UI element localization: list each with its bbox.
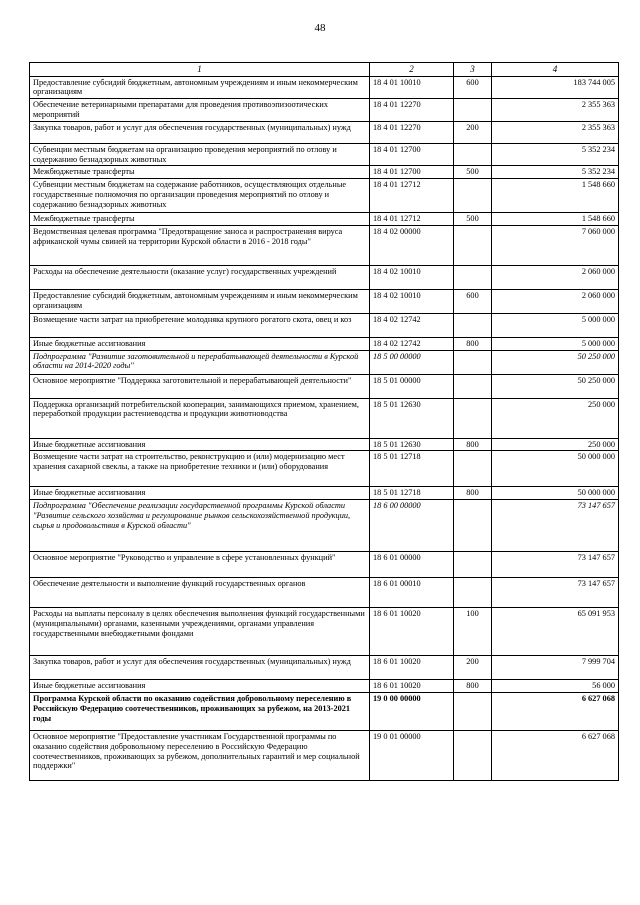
row-expense-type [454, 398, 492, 438]
row-name: Предоставление субсидий бюджетным, автономным учреждениям и иным некоммерческим организациям [30, 289, 370, 313]
row-name: Закупка товаров, работ и услуг для обеспечения государственных (муниципальных) нужд [30, 656, 370, 680]
row-amount: 73 147 657 [492, 578, 619, 608]
row-amount: 65 091 953 [492, 608, 619, 656]
row-code: 19 0 01 00000 [370, 730, 454, 780]
row-expense-type [454, 730, 492, 780]
row-expense-type [454, 225, 492, 265]
row-amount: 7 999 704 [492, 656, 619, 680]
row-expense-type [454, 451, 492, 487]
row-code: 18 4 01 12712 [370, 213, 454, 226]
row-name: Подпрограмма "Развитие заготовительной и перерабатывающей деятельности в Курской области на 2014-2020 годы" [30, 350, 370, 374]
row-code: 18 5 01 12718 [370, 487, 454, 500]
row-amount: 6 627 068 [492, 730, 619, 780]
row-code: 18 4 01 12700 [370, 143, 454, 166]
row-name: Подпрограмма "Обеспечение реализации государственной программы Курской области "Развитие сельского хозяйства и регулирование рынков сельскохозяйственной продукции, сырья и продовольствия в Курской области" [30, 500, 370, 552]
row-name: Обеспечение деятельности и выполнение функций государственных органов [30, 578, 370, 608]
header-row [30, 63, 619, 77]
row-name: Возмещение части затрат на приобретение молодняка крупного рогатого скота, овец и коз [30, 313, 370, 337]
table-row [30, 99, 619, 122]
row-expense-type [454, 692, 492, 730]
table-row [30, 500, 619, 552]
row-code: 18 4 02 10010 [370, 265, 454, 289]
row-code: 18 5 01 00000 [370, 374, 454, 398]
row-amount: 250 000 [492, 438, 619, 451]
row-code: 18 4 01 10010 [370, 76, 454, 99]
page-number: 48 [314, 22, 326, 34]
table-row [30, 179, 619, 213]
row-code: 18 6 01 00000 [370, 552, 454, 578]
row-code: 18 4 02 12742 [370, 337, 454, 350]
row-amount: 2 060 000 [492, 265, 619, 289]
row-expense-type [454, 265, 492, 289]
row-expense-type: 600 [454, 76, 492, 99]
row-amount: 5 000 000 [492, 337, 619, 350]
row-code: 19 0 00 00000 [370, 692, 454, 730]
header-col-2: 2 [370, 63, 454, 77]
table-row [30, 656, 619, 680]
row-code: 18 6 01 10020 [370, 680, 454, 693]
budget-table [29, 62, 619, 781]
row-code: 18 5 01 12718 [370, 451, 454, 487]
table-row [30, 313, 619, 337]
table-row [30, 680, 619, 693]
row-amount: 6 627 068 [492, 692, 619, 730]
row-name: Субвенции местным бюджетам на содержание работников, осуществляющих отдельные государственные полномочия по организации проведения мероприятий по отлову и содержанию безнадзорных животных [30, 179, 370, 213]
header-col-1: 1 [30, 63, 370, 77]
row-expense-type [454, 374, 492, 398]
row-amount: 56 000 [492, 680, 619, 693]
row-expense-type: 800 [454, 337, 492, 350]
row-name: Расходы на выплаты персоналу в целях обеспечения выполнения функций государственными (муниципальными) органами, казенными учреждениями, органами управления государственными внебюджетными фондами [30, 608, 370, 656]
row-name: Основное мероприятие "Предоставление участникам Государственной программы по оказанию содействия добровольному переселению в Российскую Федерацию соотечественников, проживающих за рубежом, дополнительных гарантий и мер социальной поддержки" [30, 730, 370, 780]
row-amount: 2 355 363 [492, 99, 619, 122]
row-expense-type [454, 500, 492, 552]
row-amount: 1 548 660 [492, 213, 619, 226]
row-amount: 50 000 000 [492, 451, 619, 487]
row-amount: 50 250 000 [492, 374, 619, 398]
row-name: Предоставление субсидий бюджетным, автономным учреждениям и иным некоммерческим организациям [30, 76, 370, 99]
row-code: 18 6 01 00010 [370, 578, 454, 608]
row-code: 18 4 02 12742 [370, 313, 454, 337]
table-row [30, 289, 619, 313]
row-code: 18 5 01 12630 [370, 398, 454, 438]
table-row [30, 143, 619, 166]
row-expense-type: 800 [454, 438, 492, 451]
row-amount: 50 250 000 [492, 350, 619, 374]
row-name: Иные бюджетные ассигнования [30, 680, 370, 693]
row-code: 18 6 01 10020 [370, 608, 454, 656]
row-expense-type [454, 578, 492, 608]
row-expense-type: 800 [454, 680, 492, 693]
row-name: Закупка товаров, работ и услуг для обеспечения государственных (муниципальных) нужд [30, 121, 370, 143]
row-expense-type [454, 99, 492, 122]
row-expense-type: 800 [454, 487, 492, 500]
table-row [30, 225, 619, 265]
row-amount: 73 147 657 [492, 500, 619, 552]
row-name: Иные бюджетные ассигнования [30, 337, 370, 350]
table-row [30, 692, 619, 730]
row-name: Поддержка организаций потребительской кооперации, занимающихся приемом, хранением, переработкой продукции растениеводства и продукции животноводства [30, 398, 370, 438]
row-code: 18 4 01 12700 [370, 166, 454, 179]
row-name: Межбюджетные трансферты [30, 166, 370, 179]
row-name: Иные бюджетные ассигнования [30, 487, 370, 500]
row-expense-type [454, 179, 492, 213]
table-row [30, 552, 619, 578]
header-col-4: 4 [492, 63, 619, 77]
row-amount: 7 060 000 [492, 225, 619, 265]
row-expense-type [454, 143, 492, 166]
table-row [30, 337, 619, 350]
table-row [30, 265, 619, 289]
row-expense-type: 500 [454, 213, 492, 226]
row-name: Программа Курской области по оказанию содействия добровольному переселению в Российскую Федерацию соотечественников, проживающих за рубежом, на 2013-2021 годы [30, 692, 370, 730]
row-expense-type: 500 [454, 166, 492, 179]
table-row [30, 166, 619, 179]
row-name: Основное мероприятие "Поддержка заготовительной и перерабатывающей деятельности" [30, 374, 370, 398]
row-expense-type: 200 [454, 656, 492, 680]
row-name: Межбюджетные трансферты [30, 213, 370, 226]
row-amount: 5 352 234 [492, 143, 619, 166]
row-name: Возмещение части затрат на строительство, реконструкцию и (или) модернизацию мест хранения сахарной свеклы, а также на приобретение техники и (или) оборудования [30, 451, 370, 487]
row-code: 18 6 01 10020 [370, 656, 454, 680]
table-row [30, 121, 619, 143]
row-amount: 73 147 657 [492, 552, 619, 578]
table-row [30, 608, 619, 656]
table-row [30, 578, 619, 608]
table-row [30, 350, 619, 374]
row-expense-type: 600 [454, 289, 492, 313]
row-name: Ведомственная целевая программа "Предотвращение заноса и распространения вируса африканской чумы свиней на территории Курской области в 2016 - 2018 годы" [30, 225, 370, 265]
row-code: 18 5 00 00000 [370, 350, 454, 374]
row-code: 18 4 02 00000 [370, 225, 454, 265]
table-row [30, 76, 619, 99]
row-code: 18 4 01 12270 [370, 99, 454, 122]
row-amount: 250 000 [492, 398, 619, 438]
row-code: 18 4 01 12712 [370, 179, 454, 213]
table-row [30, 438, 619, 451]
table-row [30, 374, 619, 398]
row-expense-type: 100 [454, 608, 492, 656]
table-row [30, 398, 619, 438]
row-amount: 2 355 363 [492, 121, 619, 143]
row-code: 18 4 02 10010 [370, 289, 454, 313]
row-name: Обеспечение ветеринарными препаратами для проведения противоэпизоотических мероприятий [30, 99, 370, 122]
row-name: Иные бюджетные ассигнования [30, 438, 370, 451]
row-expense-type [454, 313, 492, 337]
table-row [30, 451, 619, 487]
row-expense-type: 200 [454, 121, 492, 143]
row-code: 18 5 01 12630 [370, 438, 454, 451]
table-row [30, 487, 619, 500]
table-row [30, 730, 619, 780]
row-amount: 2 060 000 [492, 289, 619, 313]
row-expense-type [454, 350, 492, 374]
row-amount: 5 000 000 [492, 313, 619, 337]
row-expense-type [454, 552, 492, 578]
row-code: 18 6 00 00000 [370, 500, 454, 552]
row-name: Расходы на обеспечение деятельности (оказание услуг) государственных учреждений [30, 265, 370, 289]
row-amount: 50 000 000 [492, 487, 619, 500]
row-name: Субвенции местным бюджетам на организацию проведения мероприятий по отлову и содержанию безнадзорных животных [30, 143, 370, 166]
row-amount: 5 352 234 [492, 166, 619, 179]
row-code: 18 4 01 12270 [370, 121, 454, 143]
row-amount: 1 548 660 [492, 179, 619, 213]
header-col-3: 3 [454, 63, 492, 77]
row-amount: 183 744 005 [492, 76, 619, 99]
row-name: Основное мероприятие "Руководство и управление в сфере установленных функций" [30, 552, 370, 578]
table-row [30, 213, 619, 226]
